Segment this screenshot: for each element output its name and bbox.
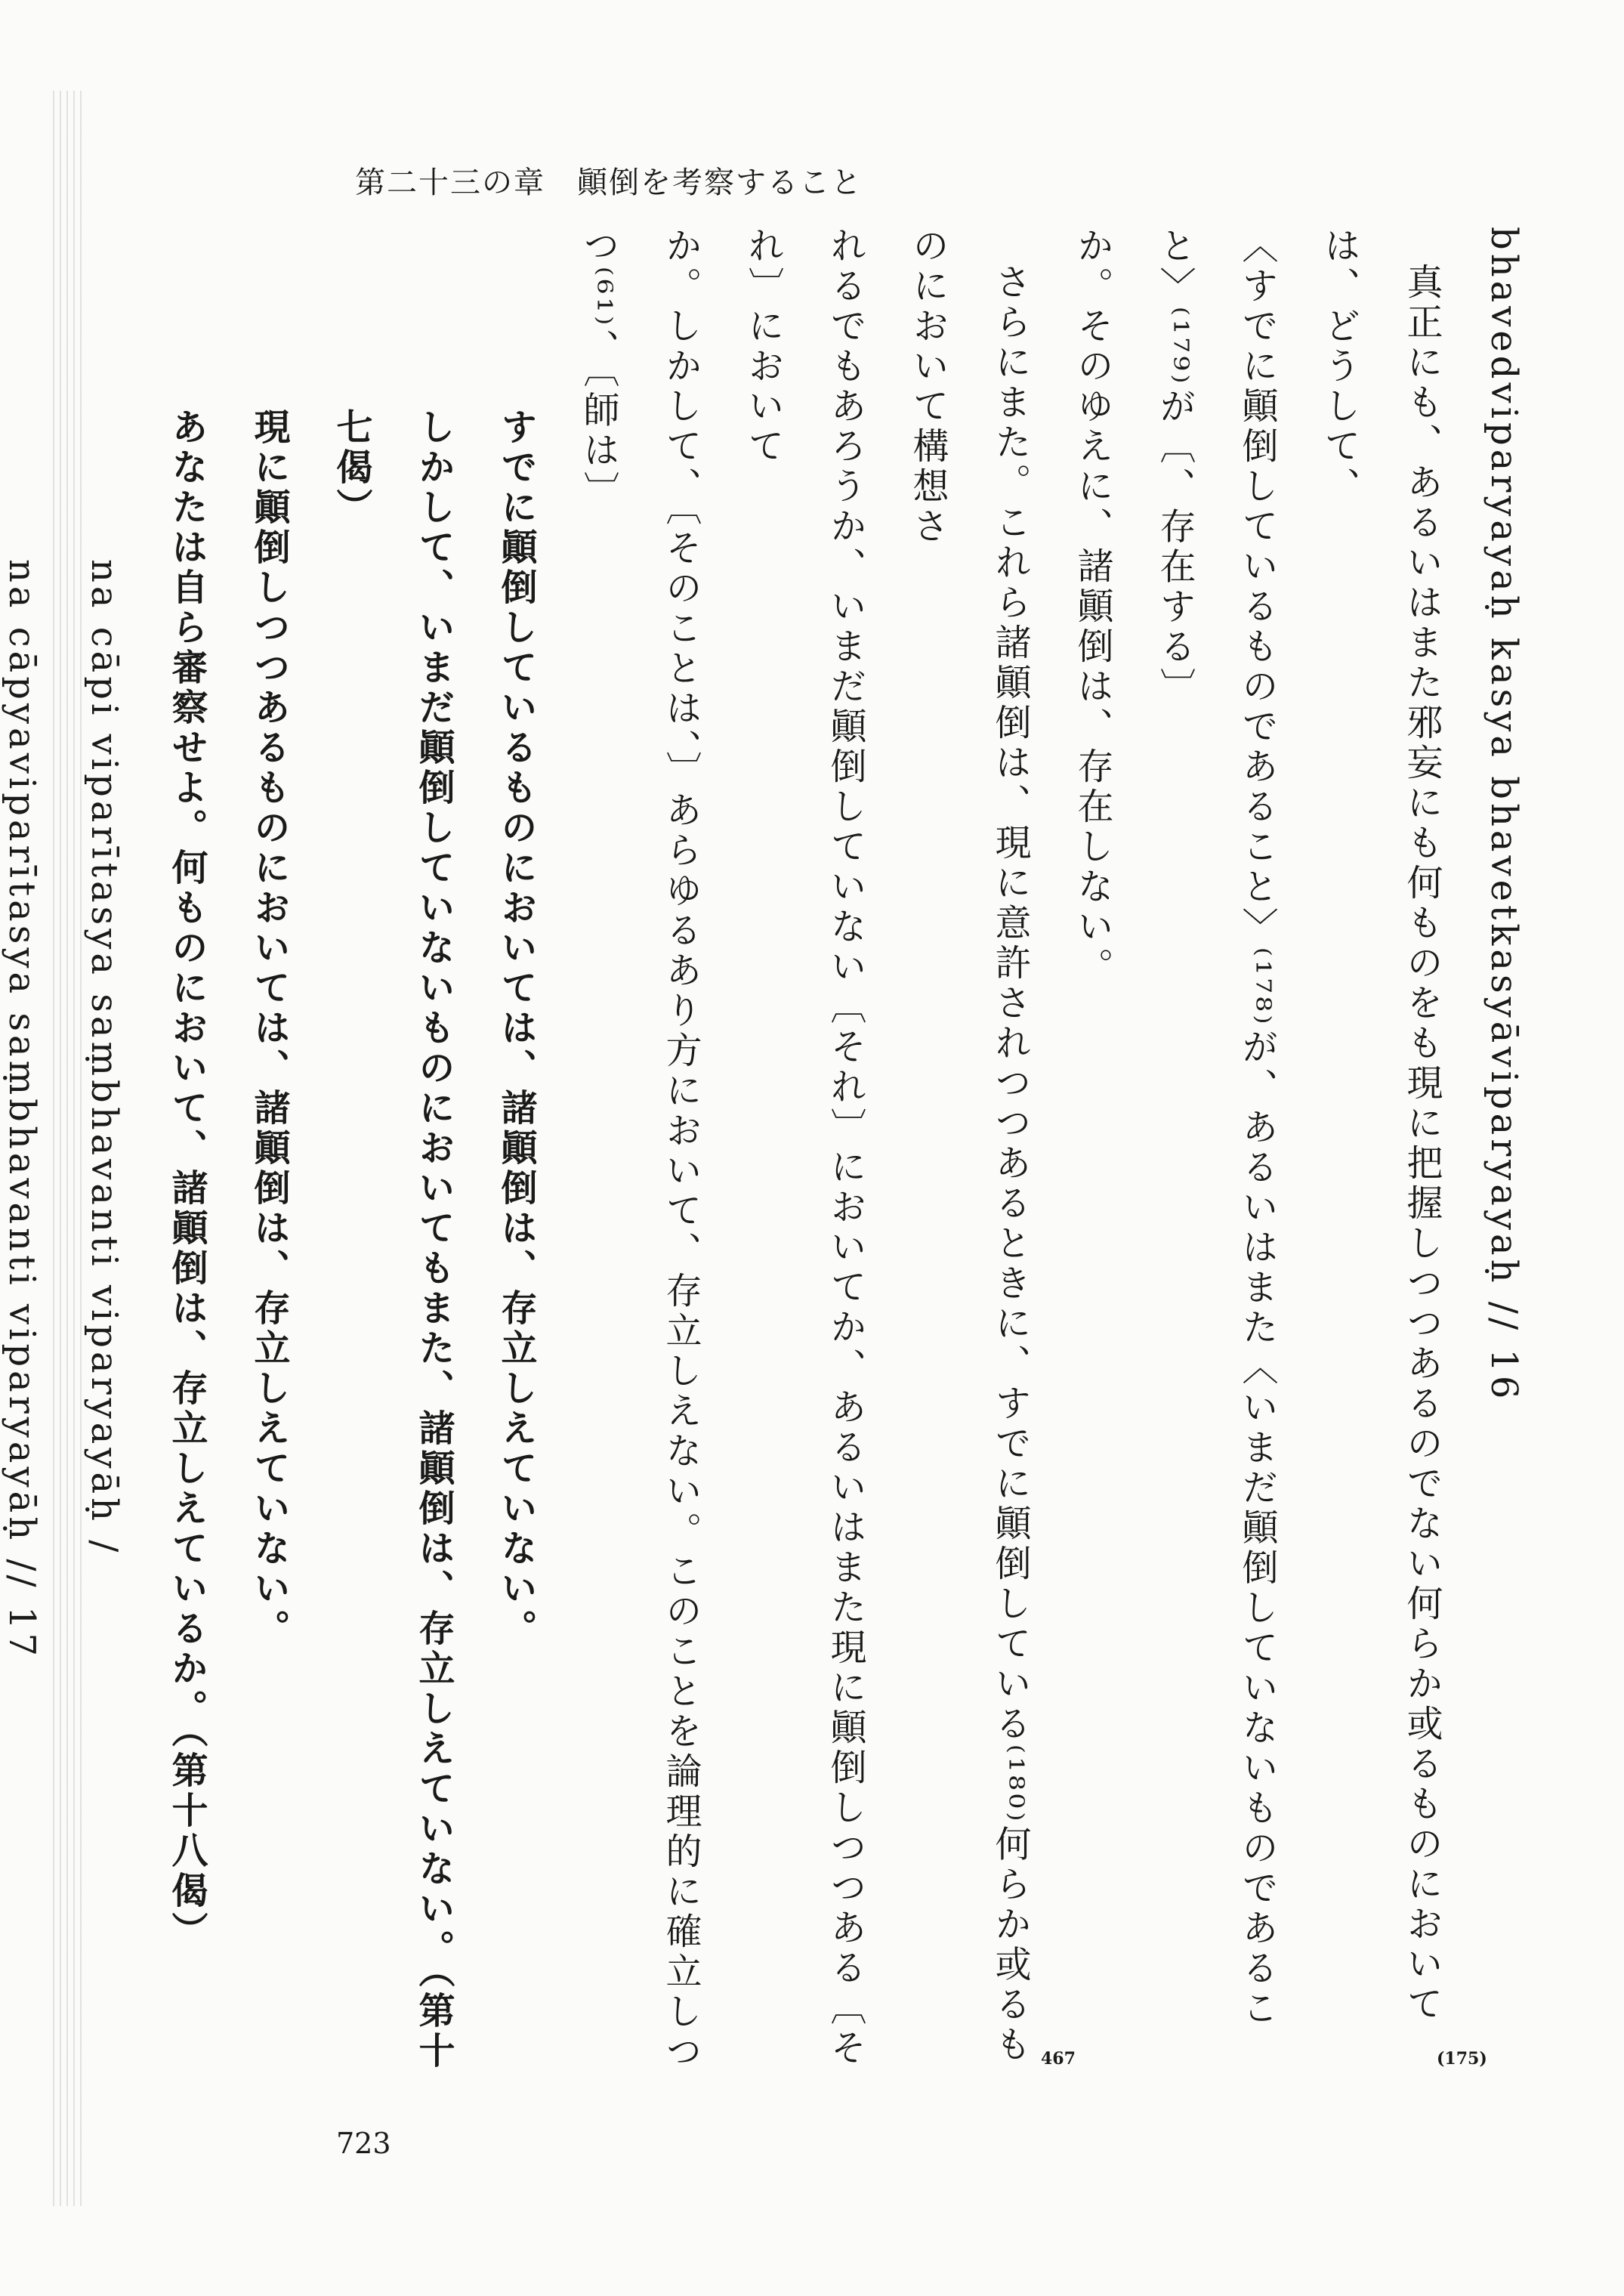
text-line: すでに顚倒しているものにおいては、諸顚倒は、存立しえていない。	[495, 408, 537, 1649]
text-line: か。しかして、〔そのことは、〕あらゆるあり方において、存立しえない。このことを論理的に確立しつつ⁽⁶¹⁾、〔師は〕	[577, 227, 702, 2072]
text-line: bhavedviparyayaḥ kasya bhavetkasyāviparyayaḥ // 16	[1483, 227, 1525, 1403]
page-number: 723	[336, 2127, 391, 2160]
text-line: 真正にも、あるいはまた邪妄にも何ものをも現に把握しつつあるのでない何らか或るものにおいては、どうして、	[1318, 227, 1443, 2025]
text-line: さらにまた。これら諸顚倒は、現に意許されつつあるときに、すでに顚倒している⁽¹⁸⁰⁾何らか或るものにおいて構想さ	[906, 227, 1031, 2066]
text-line: れるでもあろうか、いまだ顚倒していない〔それ〕においてか、あるいはまた現に顚倒しつつある〔それ〕において	[742, 227, 866, 2069]
text-line: na cāpyaviparītasya saṃbhavanti viparyayāḥ // 17	[1, 559, 43, 1661]
text-line: しかして、いまだ顚倒していないものにおいてもまた、諸顚倒は、存立しえていない。（第十七偈）	[330, 408, 455, 2072]
running-head: 第二十三の章 顚倒を考察すること	[355, 165, 863, 200]
margin-reference: 467	[1041, 2049, 1076, 2069]
text-line: na cāpi viparītasya saṃbhavanti viparyayāḥ /	[83, 559, 125, 1556]
body-text	[1, 227, 1545, 2085]
text-line: あなたは自ら審察せよ。何ものにおいて、諸顚倒は、存立しえているか。（第十八偈）	[165, 408, 208, 1951]
text-line: 現に顚倒しつつあるものにおいては、諸顚倒は、存立しえていない。	[248, 408, 290, 1649]
margin-reference: (175)	[1437, 2049, 1487, 2069]
text-line: 〈すでに顚倒しているものであること〉⁽¹⁷⁸⁾が、あるいはまた〈いまだ顚倒していないものであること〉⁽¹⁷⁹⁾が〔、存在する〕	[1153, 227, 1278, 2029]
text-line: か。そのゆえに、諸顚倒は、存在しない。	[1071, 227, 1113, 987]
